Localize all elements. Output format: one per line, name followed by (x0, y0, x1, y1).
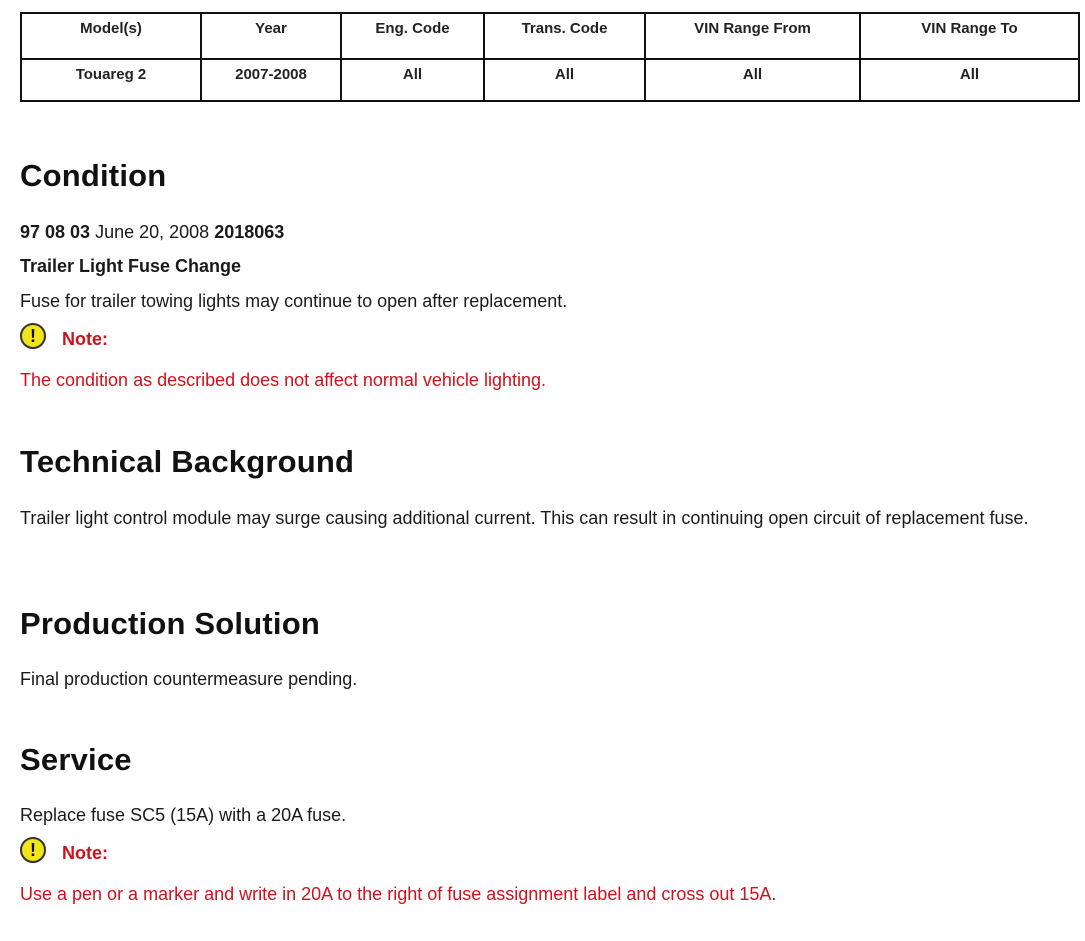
warning-icon: ! (20, 837, 46, 863)
table-cell: All (645, 59, 860, 101)
technical-background-heading: Technical Background (20, 444, 355, 479)
table-header-cell: VIN Range From (645, 13, 860, 59)
table-header-cell: Eng. Code (341, 13, 484, 59)
warning-icon: ! (20, 323, 46, 349)
bulletin-page (20, 12, 1078, 904)
table-cell: Touareg 2 (21, 59, 201, 101)
bulletin-date: June 20, 2008 (95, 222, 210, 242)
bulletin-number: 97 08 03 (20, 222, 91, 242)
table-header-cell: VIN Range To (860, 13, 1079, 59)
table-header-row (21, 13, 1079, 59)
condition-heading: Condition (20, 158, 167, 193)
applicability-table (20, 12, 1080, 102)
table-cell: All (484, 59, 645, 101)
service-text: Replace fuse SC5 (15A) with a 20A fuse. (20, 805, 347, 825)
technical-background-text: Trailer light control module may surge causing additional current. This can result in continuing open circuit of replacement fuse. (20, 508, 1029, 528)
table-header-cell: Model(s) (21, 13, 201, 59)
table-cell: 2007-2008 (201, 59, 341, 101)
service-heading: Service (20, 742, 132, 777)
condition-note-text: The condition as described does not affect normal vehicle lighting. (20, 370, 546, 390)
bulletin-title: Trailer Light Fuse Change (20, 256, 242, 276)
note-label: Note: (62, 842, 108, 863)
note-label: Note: (62, 328, 108, 349)
table-header-cell: Trans. Code (484, 13, 645, 59)
condition-description: Fuse for trailer towing lights may continue to open after replacement. (20, 291, 568, 311)
table-cell: All (860, 59, 1079, 101)
table-header-cell: Year (201, 13, 341, 59)
bulletin-id-line (20, 219, 284, 245)
production-solution-heading: Production Solution (20, 606, 320, 641)
table-cell: All (341, 59, 484, 101)
service-note (20, 832, 108, 868)
table-row (21, 59, 1079, 101)
service-note-text: Use a pen or a marker and write in 20A to the right of fuse assignment label and cross out 15A. (20, 884, 777, 904)
condition-note (20, 318, 108, 354)
production-solution-text: Final production countermeasure pending. (20, 669, 358, 689)
bulletin-code: 2018063 (214, 222, 285, 242)
